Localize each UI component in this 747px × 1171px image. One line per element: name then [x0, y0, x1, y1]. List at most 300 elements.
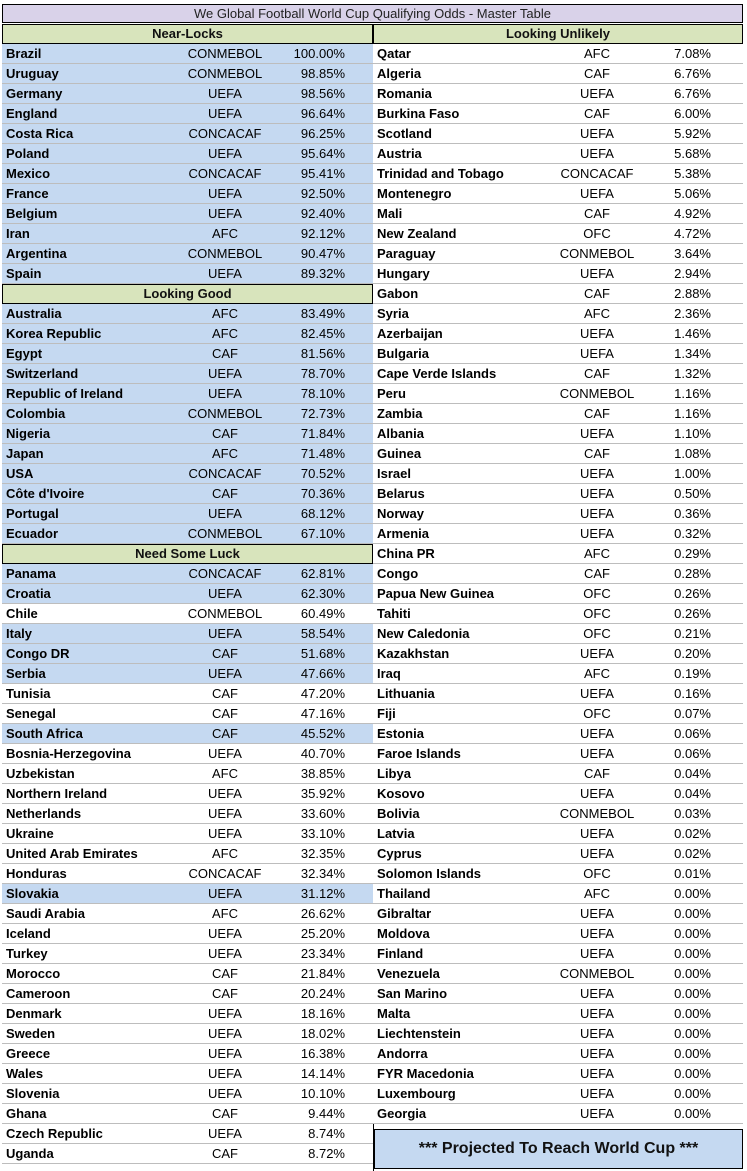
confederation: CAF — [212, 646, 238, 661]
confederation: UEFA — [580, 526, 614, 541]
confederation: UEFA — [580, 726, 614, 741]
qualify-odds: 1.46% — [674, 326, 711, 341]
table-row — [2, 144, 373, 164]
confederation: UEFA — [580, 426, 614, 441]
qualify-odds: 0.29% — [674, 546, 711, 561]
table-row — [2, 64, 373, 84]
table-row — [2, 564, 373, 584]
team-name: Northern Ireland — [6, 786, 108, 801]
table-row — [373, 284, 743, 304]
qualify-odds: 51.68% — [300, 646, 345, 661]
team-name: Saudi Arabia — [6, 906, 85, 921]
table-row — [373, 1104, 743, 1124]
team-name: New Zealand — [377, 226, 457, 241]
team-name: Mali — [377, 206, 403, 221]
table-row — [2, 684, 373, 704]
qualify-odds: 0.00% — [674, 1046, 711, 1061]
qualify-odds: 0.00% — [674, 946, 711, 961]
team-name: Hungary — [377, 266, 430, 281]
team-name: England — [6, 106, 58, 121]
qualify-odds: 98.56% — [300, 86, 345, 101]
confederation: UEFA — [208, 186, 242, 201]
qualify-odds: 1.16% — [674, 406, 711, 421]
table-row — [2, 664, 373, 684]
team-name: Liechtenstein — [377, 1026, 461, 1041]
table-row — [2, 44, 373, 64]
table-row — [2, 864, 373, 884]
confederation: UEFA — [580, 146, 614, 161]
qualify-odds: 92.12% — [300, 226, 345, 241]
confederation: UEFA — [208, 1066, 242, 1081]
qualify-odds: 0.07% — [674, 706, 711, 721]
table-row — [373, 1084, 743, 1104]
table-row — [373, 264, 743, 284]
qualify-odds: 5.38% — [674, 166, 711, 181]
qualify-odds: 60.49% — [300, 606, 345, 621]
qualify-odds: 32.34% — [300, 866, 345, 881]
qualify-odds: 0.00% — [674, 886, 711, 901]
table-row — [2, 304, 373, 324]
table-row — [2, 924, 373, 944]
qualify-odds: 8.72% — [308, 1146, 345, 1161]
qualify-odds: 62.81% — [300, 566, 345, 581]
team-name: Morocco — [6, 966, 61, 981]
table-row — [373, 64, 743, 84]
table-row — [373, 644, 743, 664]
table-row — [2, 1024, 373, 1044]
team-name: Italy — [6, 626, 33, 641]
team-name: Japan — [6, 446, 44, 461]
team-name: Tunisia — [6, 686, 51, 701]
qualify-odds: 0.00% — [674, 1086, 711, 1101]
table-row — [373, 464, 743, 484]
table-row — [2, 344, 373, 364]
team-name: Iraq — [377, 666, 401, 681]
confederation: UEFA — [208, 626, 242, 641]
qualify-odds: 35.92% — [300, 786, 345, 801]
qualify-odds: 40.70% — [300, 746, 345, 761]
qualify-odds: 16.38% — [300, 1046, 345, 1061]
team-name: Nigeria — [6, 426, 51, 441]
table-row — [373, 624, 743, 644]
team-name: Albania — [377, 426, 424, 441]
confederation: UEFA — [208, 86, 242, 101]
team-name: Congo — [377, 566, 419, 581]
confederation: UEFA — [208, 146, 242, 161]
qualify-odds: 33.10% — [300, 826, 345, 841]
confederation: AFC — [584, 46, 610, 61]
qualify-odds: 71.48% — [300, 446, 345, 461]
confederation: UEFA — [580, 326, 614, 341]
team-name: Malta — [377, 1006, 411, 1021]
table-row — [2, 464, 373, 484]
qualify-odds: 2.88% — [674, 286, 711, 301]
team-name: United Arab Emirates — [6, 846, 138, 861]
team-name: Côte d'Ivoire — [6, 486, 85, 501]
confederation: CAF — [584, 766, 610, 781]
team-name: Mexico — [6, 166, 51, 181]
qualify-odds: 0.00% — [674, 926, 711, 941]
table-row — [2, 704, 373, 724]
confederation: CONCACAF — [560, 166, 634, 181]
qualify-odds: 81.56% — [300, 346, 345, 361]
team-name: Slovakia — [6, 886, 59, 901]
qualify-odds: 0.00% — [674, 1066, 711, 1081]
team-name: Belgium — [6, 206, 58, 221]
qualify-odds: 2.36% — [674, 306, 711, 321]
team-name: China PR — [377, 546, 435, 561]
team-name: Georgia — [377, 1106, 427, 1121]
table-row — [2, 504, 373, 524]
table-row — [373, 564, 743, 584]
team-name: Ecuador — [6, 526, 59, 541]
team-name: Algeria — [377, 66, 422, 81]
team-name: Iceland — [6, 926, 51, 941]
table-row — [373, 704, 743, 724]
team-name: Norway — [377, 506, 424, 521]
table-row — [373, 484, 743, 504]
qualify-odds: 92.50% — [300, 186, 345, 201]
confederation: AFC — [584, 306, 610, 321]
table-row — [2, 224, 373, 244]
confederation: AFC — [584, 886, 610, 901]
qualify-odds: 47.66% — [300, 666, 345, 681]
qualify-odds: 6.76% — [674, 86, 711, 101]
confederation: UEFA — [580, 1106, 614, 1121]
table-row — [373, 544, 743, 564]
confederation: UEFA — [208, 206, 242, 221]
qualify-odds: 4.92% — [674, 206, 711, 221]
confederation: UEFA — [208, 886, 242, 901]
team-name: Armenia — [377, 526, 430, 541]
confederation: OFC — [583, 626, 611, 641]
qualify-odds: 96.64% — [300, 106, 345, 121]
qualify-odds: 96.25% — [300, 126, 345, 141]
table-row — [373, 904, 743, 924]
qualify-odds: 14.14% — [300, 1066, 345, 1081]
table-row — [2, 184, 373, 204]
table-row — [373, 524, 743, 544]
qualify-odds: 0.04% — [674, 766, 711, 781]
team-name: Costa Rica — [6, 126, 74, 141]
qualify-odds: 1.08% — [674, 446, 711, 461]
team-name: France — [6, 186, 49, 201]
confederation: UEFA — [580, 926, 614, 941]
table-row — [2, 164, 373, 184]
table-row — [2, 84, 373, 104]
table-row — [2, 584, 373, 604]
confederation: UEFA — [580, 486, 614, 501]
team-name: Serbia — [6, 666, 46, 681]
table-row — [373, 404, 743, 424]
confederation: CAF — [212, 426, 238, 441]
table-row — [2, 264, 373, 284]
table-row — [373, 604, 743, 624]
qualify-odds: 0.20% — [674, 646, 711, 661]
team-name: Cyprus — [377, 846, 422, 861]
team-name: Papua New Guinea — [377, 586, 495, 601]
table-row — [373, 744, 743, 764]
team-name: Egypt — [6, 346, 43, 361]
qualify-odds: 47.16% — [300, 706, 345, 721]
qualify-odds: 1.32% — [674, 366, 711, 381]
qualify-odds: 90.47% — [300, 246, 345, 261]
table-title: We Global Football World Cup Qualifying Odds - Master Table — [2, 4, 743, 23]
table-row — [2, 324, 373, 344]
confederation: UEFA — [208, 806, 242, 821]
section-header: Looking Good — [2, 284, 373, 304]
qualify-odds: 7.08% — [674, 46, 711, 61]
confederation: AFC — [212, 766, 238, 781]
team-name: Germany — [6, 86, 63, 101]
team-name: Denmark — [6, 1006, 62, 1021]
team-name: Wales — [6, 1066, 44, 1081]
team-name: Cameroon — [6, 986, 71, 1001]
team-name: Latvia — [377, 826, 415, 841]
team-name: Czech Republic — [6, 1126, 103, 1141]
confederation: AFC — [212, 446, 238, 461]
table-row — [373, 984, 743, 1004]
table-row — [373, 584, 743, 604]
qualify-odds: 10.10% — [300, 1086, 345, 1101]
table-row — [2, 1084, 373, 1104]
qualify-odds: 5.68% — [674, 146, 711, 161]
confederation: UEFA — [208, 946, 242, 961]
qualify-odds: 0.16% — [674, 686, 711, 701]
team-name: Uzbekistan — [6, 766, 75, 781]
team-name: Bulgaria — [377, 346, 430, 361]
confederation: CONMEBOL — [559, 806, 635, 821]
team-name: USA — [6, 466, 34, 481]
qualify-odds: 70.52% — [300, 466, 345, 481]
team-name: FYR Macedonia — [377, 1066, 474, 1081]
section-header: Looking Unlikely — [373, 24, 743, 44]
qualify-odds: 68.12% — [300, 506, 345, 521]
qualify-odds: 62.30% — [300, 586, 345, 601]
team-name: Fiji — [377, 706, 396, 721]
team-name: Gibraltar — [377, 906, 432, 921]
team-name: Netherlands — [6, 806, 82, 821]
table-row — [2, 204, 373, 224]
qualify-odds: 8.74% — [308, 1126, 345, 1141]
table-row — [373, 1004, 743, 1024]
qualify-odds: 0.50% — [674, 486, 711, 501]
qualify-odds: 0.26% — [674, 586, 711, 601]
table-row — [373, 204, 743, 224]
qualify-odds: 23.34% — [300, 946, 345, 961]
confederation: CAF — [584, 446, 610, 461]
confederation: CONCACAF — [188, 166, 262, 181]
confederation: AFC — [212, 306, 238, 321]
team-name: Australia — [6, 306, 62, 321]
qualify-odds: 0.04% — [674, 786, 711, 801]
confederation: CONCACAF — [188, 466, 262, 481]
left-column — [2, 24, 373, 1164]
qualify-odds: 0.02% — [674, 846, 711, 861]
confederation: UEFA — [208, 366, 242, 381]
qualify-odds: 33.60% — [300, 806, 345, 821]
team-name: Guinea — [377, 446, 422, 461]
qualify-odds: 95.64% — [300, 146, 345, 161]
table-row — [2, 604, 373, 624]
table-row — [2, 904, 373, 924]
table-row — [373, 364, 743, 384]
confederation: CAF — [584, 566, 610, 581]
team-name: Uruguay — [6, 66, 59, 81]
confederation: CAF — [584, 206, 610, 221]
confederation: UEFA — [580, 1086, 614, 1101]
table-row — [2, 424, 373, 444]
table-row — [2, 1124, 373, 1144]
team-name: Chile — [6, 606, 38, 621]
confederation: UEFA — [580, 1066, 614, 1081]
section-header: Need Some Luck — [2, 544, 373, 564]
confederation: AFC — [212, 906, 238, 921]
team-name: Tahiti — [377, 606, 411, 621]
team-name: Zambia — [377, 406, 423, 421]
team-name: Switzerland — [6, 366, 79, 381]
qualify-odds: 0.00% — [674, 906, 711, 921]
table-row — [2, 1064, 373, 1084]
table-row — [2, 244, 373, 264]
qualify-odds: 6.76% — [674, 66, 711, 81]
qualify-odds: 6.00% — [674, 106, 711, 121]
confederation: UEFA — [208, 666, 242, 681]
table-row — [2, 124, 373, 144]
team-name: Poland — [6, 146, 50, 161]
confederation: UEFA — [208, 386, 242, 401]
confederation: UEFA — [208, 746, 242, 761]
confederation: UEFA — [580, 346, 614, 361]
table-row — [2, 884, 373, 904]
team-name: Honduras — [6, 866, 67, 881]
confederation: UEFA — [580, 846, 614, 861]
confederation: CONMEBOL — [559, 966, 635, 981]
table-row — [2, 444, 373, 464]
team-name: Slovenia — [6, 1086, 60, 1101]
team-name: Romania — [377, 86, 432, 101]
confederation: CONCACAF — [188, 566, 262, 581]
table-row — [373, 444, 743, 464]
team-name: Belarus — [377, 486, 425, 501]
table-row — [2, 844, 373, 864]
table-row — [373, 824, 743, 844]
confederation: UEFA — [580, 1006, 614, 1021]
team-name: Korea Republic — [6, 326, 102, 341]
table-row — [373, 844, 743, 864]
qualify-odds: 1.10% — [674, 426, 711, 441]
qualify-odds: 95.41% — [300, 166, 345, 181]
qualify-odds: 0.00% — [674, 1026, 711, 1041]
table-row — [2, 724, 373, 744]
projected-legend: *** Projected To Reach World Cup *** — [374, 1129, 743, 1169]
team-name: Peru — [377, 386, 406, 401]
table-row — [2, 744, 373, 764]
team-name: Bolivia — [377, 806, 420, 821]
confederation: OFC — [583, 866, 611, 881]
qualify-odds: 0.21% — [674, 626, 711, 641]
qualify-odds: 0.32% — [674, 526, 711, 541]
confederation: CONCACAF — [188, 866, 262, 881]
confederation: CAF — [584, 366, 610, 381]
confederation: CONMEBOL — [559, 386, 635, 401]
table-row — [373, 164, 743, 184]
qualify-odds: 0.00% — [674, 986, 711, 1001]
qualify-odds: 3.64% — [674, 246, 711, 261]
table-row — [2, 104, 373, 124]
team-name: Greece — [6, 1046, 51, 1061]
confederation: UEFA — [208, 586, 242, 601]
table-row — [2, 824, 373, 844]
confederation: OFC — [583, 586, 611, 601]
table-row — [373, 184, 743, 204]
confederation: UEFA — [580, 86, 614, 101]
table-row — [373, 884, 743, 904]
team-name: Croatia — [6, 586, 51, 601]
confederation: AFC — [212, 326, 238, 341]
confederation: AFC — [584, 666, 610, 681]
table-row — [373, 424, 743, 444]
team-name: Montenegro — [377, 186, 452, 201]
confederation: UEFA — [580, 1046, 614, 1061]
team-name: Brazil — [6, 46, 42, 61]
qualify-odds: 0.00% — [674, 1006, 711, 1021]
team-name: Estonia — [377, 726, 424, 741]
qualify-odds: 45.52% — [300, 726, 345, 741]
team-name: Finland — [377, 946, 424, 961]
team-name: Uganda — [6, 1146, 54, 1161]
table-row — [373, 804, 743, 824]
table-row — [373, 964, 743, 984]
confederation: UEFA — [208, 106, 242, 121]
qualify-odds: 78.70% — [300, 366, 345, 381]
table-row — [373, 344, 743, 364]
confederation: CONMEBOL — [187, 406, 263, 421]
confederation: AFC — [212, 226, 238, 241]
team-name: Israel — [377, 466, 411, 481]
qualify-odds: 32.35% — [300, 846, 345, 861]
confederation: UEFA — [580, 466, 614, 481]
confederation: CONMEBOL — [187, 46, 263, 61]
team-name: Senegal — [6, 706, 56, 721]
qualify-odds: 47.20% — [300, 686, 345, 701]
table-row — [373, 84, 743, 104]
confederation: CAF — [584, 286, 610, 301]
confederation: CONMEBOL — [187, 606, 263, 621]
confederation: CAF — [584, 406, 610, 421]
confederation: CONMEBOL — [187, 66, 263, 81]
confederation: CAF — [212, 1146, 238, 1161]
table-row — [373, 684, 743, 704]
table-row — [373, 504, 743, 524]
team-name: Spain — [6, 266, 42, 281]
confederation: CONCACAF — [188, 126, 262, 141]
team-name: Moldova — [377, 926, 430, 941]
table-row — [2, 964, 373, 984]
confederation: OFC — [583, 226, 611, 241]
confederation: CAF — [212, 1106, 238, 1121]
qualify-odds: 1.16% — [674, 386, 711, 401]
section-header: Near-Locks — [2, 24, 373, 44]
table-row — [2, 484, 373, 504]
table-row — [2, 524, 373, 544]
table-row — [373, 764, 743, 784]
table-row — [2, 784, 373, 804]
confederation: UEFA — [580, 746, 614, 761]
confederation: UEFA — [208, 506, 242, 521]
confederation: CONMEBOL — [559, 246, 635, 261]
right-column — [373, 24, 743, 1124]
